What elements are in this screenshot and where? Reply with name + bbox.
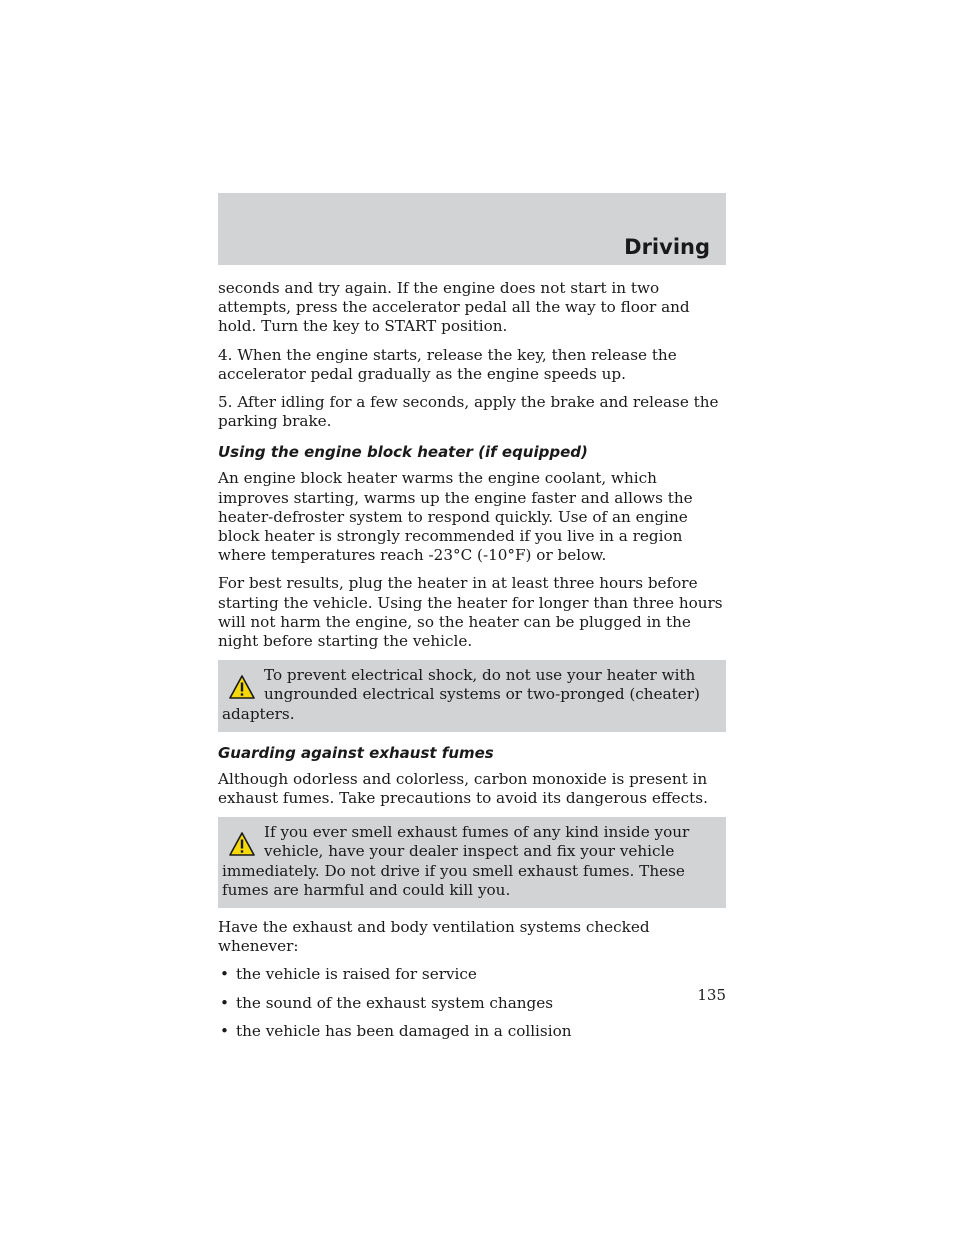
paragraph: seconds and try again. If the engine does not start in two attempts, press the accelerator pedal all the way to floor and hold. Turn the key to START position. bbox=[218, 279, 690, 336]
section-title: Driving bbox=[624, 235, 710, 259]
page-content bbox=[218, 279, 726, 1050]
paragraph: 4. When the engine starts, release the key, then release the accelerator pedal gradually as the engine speeds up. bbox=[218, 345, 677, 383]
list-item-text: the vehicle is raised for service bbox=[236, 965, 477, 984]
warning-text: To prevent electrical shock, do not use your heater with ungrounded electrical systems or two-pronged (cheater) adapters. bbox=[222, 666, 700, 723]
section-header-band bbox=[218, 193, 726, 265]
list-item bbox=[218, 965, 726, 984]
bullet-icon: • bbox=[220, 965, 229, 984]
paragraph: 5. After idling for a few seconds, apply the brake and release the parking brake. bbox=[218, 393, 719, 431]
bullet-icon: • bbox=[220, 1021, 229, 1040]
bullet-icon: • bbox=[220, 993, 229, 1012]
warning-triangle-icon bbox=[228, 674, 256, 700]
bullet-list bbox=[218, 965, 726, 1041]
paragraph: An engine block heater warms the engine coolant, which improves starting, warms up the engine faster and allows the heater-defroster system to respond quickly. Use of an engine block heater is strongly recommended if you live in a region where temperatures reach -23°C (-10°F) or below. bbox=[218, 469, 693, 565]
list-item bbox=[218, 1022, 726, 1041]
paragraph: For best results, plug the heater in at least three hours before starting the vehicle. Using the heater for longer than three hours will not harm the engine, so the heater can be plugged in the night before starting the vehicle. bbox=[218, 574, 723, 651]
list-item-text: the vehicle has been damaged in a collision bbox=[236, 1021, 572, 1040]
page-number: 135 bbox=[697, 986, 726, 1004]
list-item bbox=[218, 994, 726, 1013]
paragraph: Although odorless and colorless, carbon monoxide is present in exhaust fumes. Take precautions to avoid its dangerous effects. bbox=[218, 769, 708, 808]
subheading-exhaust-fumes: Guarding against exhaust fumes bbox=[218, 743, 494, 762]
warning-box-exhaust-fumes bbox=[218, 817, 726, 908]
list-item-text: the sound of the exhaust system changes bbox=[236, 993, 554, 1012]
paragraph: Have the exhaust and body ventilation systems checked whenever: bbox=[218, 918, 650, 956]
warning-text: If you ever smell exhaust fumes of any kind inside your vehicle, have your dealer inspect and fix your vehicle immediately. Do not drive if you smell exhaust fumes. These fumes are harmful and could kill you. bbox=[222, 823, 690, 899]
warning-triangle-icon bbox=[228, 831, 256, 857]
subheading-engine-block-heater: Using the engine block heater (if equipped) bbox=[218, 443, 588, 462]
warning-box-electrical-shock bbox=[218, 660, 726, 732]
